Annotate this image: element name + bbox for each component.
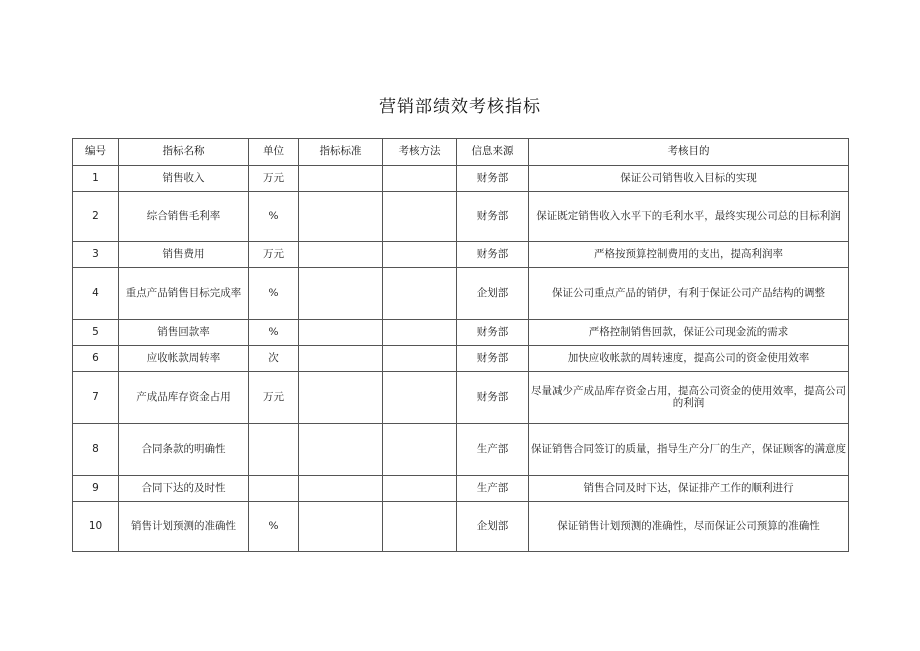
unit-cell: 次: [249, 346, 299, 372]
source-cell: 生产部: [457, 476, 529, 502]
source-cell: 企划部: [457, 502, 529, 552]
row-number: 2: [73, 192, 119, 242]
purpose-cell: 保证既定销售收入水平下的毛利水平，最终实现公司总的目标利润: [529, 192, 849, 242]
purpose-cell: 保证公司重点产品的销伊，有利于保证公司产品结构的调整: [529, 268, 849, 320]
header-number: 编号: [73, 139, 119, 166]
table-row: [73, 424, 849, 476]
indicator-name: 销售费用: [119, 242, 249, 268]
table-row: [73, 242, 849, 268]
unit-cell: 万元: [249, 166, 299, 192]
standard-cell: [299, 346, 383, 372]
row-number: 4: [73, 268, 119, 320]
purpose-cell: 加快应收帐款的周转速度，提高公司的资金使用效率: [529, 346, 849, 372]
source-cell: 财务部: [457, 242, 529, 268]
purpose-cell: 保证销售计划预测的准确性，尽而保证公司预算的准确性: [529, 502, 849, 552]
unit-cell: 万元: [249, 372, 299, 424]
header-source: 信息来源: [457, 139, 529, 166]
unit-cell: 万元: [249, 242, 299, 268]
source-cell: 生产部: [457, 424, 529, 476]
method-cell: [383, 502, 457, 552]
header-purpose: 考核目的: [529, 139, 849, 166]
table-row: [73, 476, 849, 502]
method-cell: [383, 346, 457, 372]
method-cell: [383, 476, 457, 502]
purpose-cell: 尽量减少产成品库存资金占用，提高公司资金的使用效率，提高公司的利润: [529, 372, 849, 424]
source-cell: 财务部: [457, 346, 529, 372]
table-row: [73, 346, 849, 372]
table-row: [73, 166, 849, 192]
table-row: [73, 320, 849, 346]
indicator-name: 合同下达的及时性: [119, 476, 249, 502]
unit-cell: %: [249, 192, 299, 242]
row-number: 6: [73, 346, 119, 372]
header-method: 考核方法: [383, 139, 457, 166]
table-header-row: [73, 139, 849, 166]
row-number: 10: [73, 502, 119, 552]
header-standard: 指标标准: [299, 139, 383, 166]
table-row: [73, 502, 849, 552]
standard-cell: [299, 166, 383, 192]
method-cell: [383, 166, 457, 192]
standard-cell: [299, 192, 383, 242]
table-row: [73, 268, 849, 320]
standard-cell: [299, 242, 383, 268]
indicator-name: 合同条款的明确性: [119, 424, 249, 476]
indicator-name: 综合销售毛利率: [119, 192, 249, 242]
table-row: [73, 372, 849, 424]
source-cell: 企划部: [457, 268, 529, 320]
unit-cell: %: [249, 268, 299, 320]
purpose-cell: 保证公司销售收入目标的实现: [529, 166, 849, 192]
unit-cell: %: [249, 502, 299, 552]
table-row: [73, 192, 849, 242]
row-number: 5: [73, 320, 119, 346]
unit-cell: [249, 476, 299, 502]
row-number: 3: [73, 242, 119, 268]
standard-cell: [299, 476, 383, 502]
unit-cell: [249, 424, 299, 476]
method-cell: [383, 242, 457, 268]
indicator-name: 销售回款率: [119, 320, 249, 346]
purpose-cell: 严格按预算控制费用的支出，提高利润率: [529, 242, 849, 268]
standard-cell: [299, 424, 383, 476]
source-cell: 财务部: [457, 192, 529, 242]
method-cell: [383, 268, 457, 320]
purpose-cell: 严格控制销售回款，保证公司现金流的需求: [529, 320, 849, 346]
method-cell: [383, 192, 457, 242]
indicator-name: 重点产品销售目标完成率: [119, 268, 249, 320]
source-cell: 财务部: [457, 166, 529, 192]
row-number: 8: [73, 424, 119, 476]
standard-cell: [299, 372, 383, 424]
row-number: 7: [73, 372, 119, 424]
source-cell: 财务部: [457, 320, 529, 346]
method-cell: [383, 424, 457, 476]
purpose-cell: 保证销售合同签订的质量，指导生产分厂的生产，保证顾客的满意度: [529, 424, 849, 476]
indicator-name: 销售计划预测的准确性: [119, 502, 249, 552]
standard-cell: [299, 320, 383, 346]
unit-cell: %: [249, 320, 299, 346]
page-title: 营销部绩效考核指标: [379, 97, 541, 117]
kpi-table: [72, 138, 849, 552]
header-indicator-name: 指标名称: [119, 139, 249, 166]
indicator-name: 产成品库存资金占用: [119, 372, 249, 424]
standard-cell: [299, 268, 383, 320]
row-number: 9: [73, 476, 119, 502]
header-unit: 单位: [249, 139, 299, 166]
row-number: 1: [73, 166, 119, 192]
standard-cell: [299, 502, 383, 552]
method-cell: [383, 372, 457, 424]
method-cell: [383, 320, 457, 346]
indicator-name: 销售收入: [119, 166, 249, 192]
indicator-name: 应收帐款周转率: [119, 346, 249, 372]
source-cell: 财务部: [457, 372, 529, 424]
purpose-cell: 销售合同及时下达，保证排产工作的顺利进行: [529, 476, 849, 502]
